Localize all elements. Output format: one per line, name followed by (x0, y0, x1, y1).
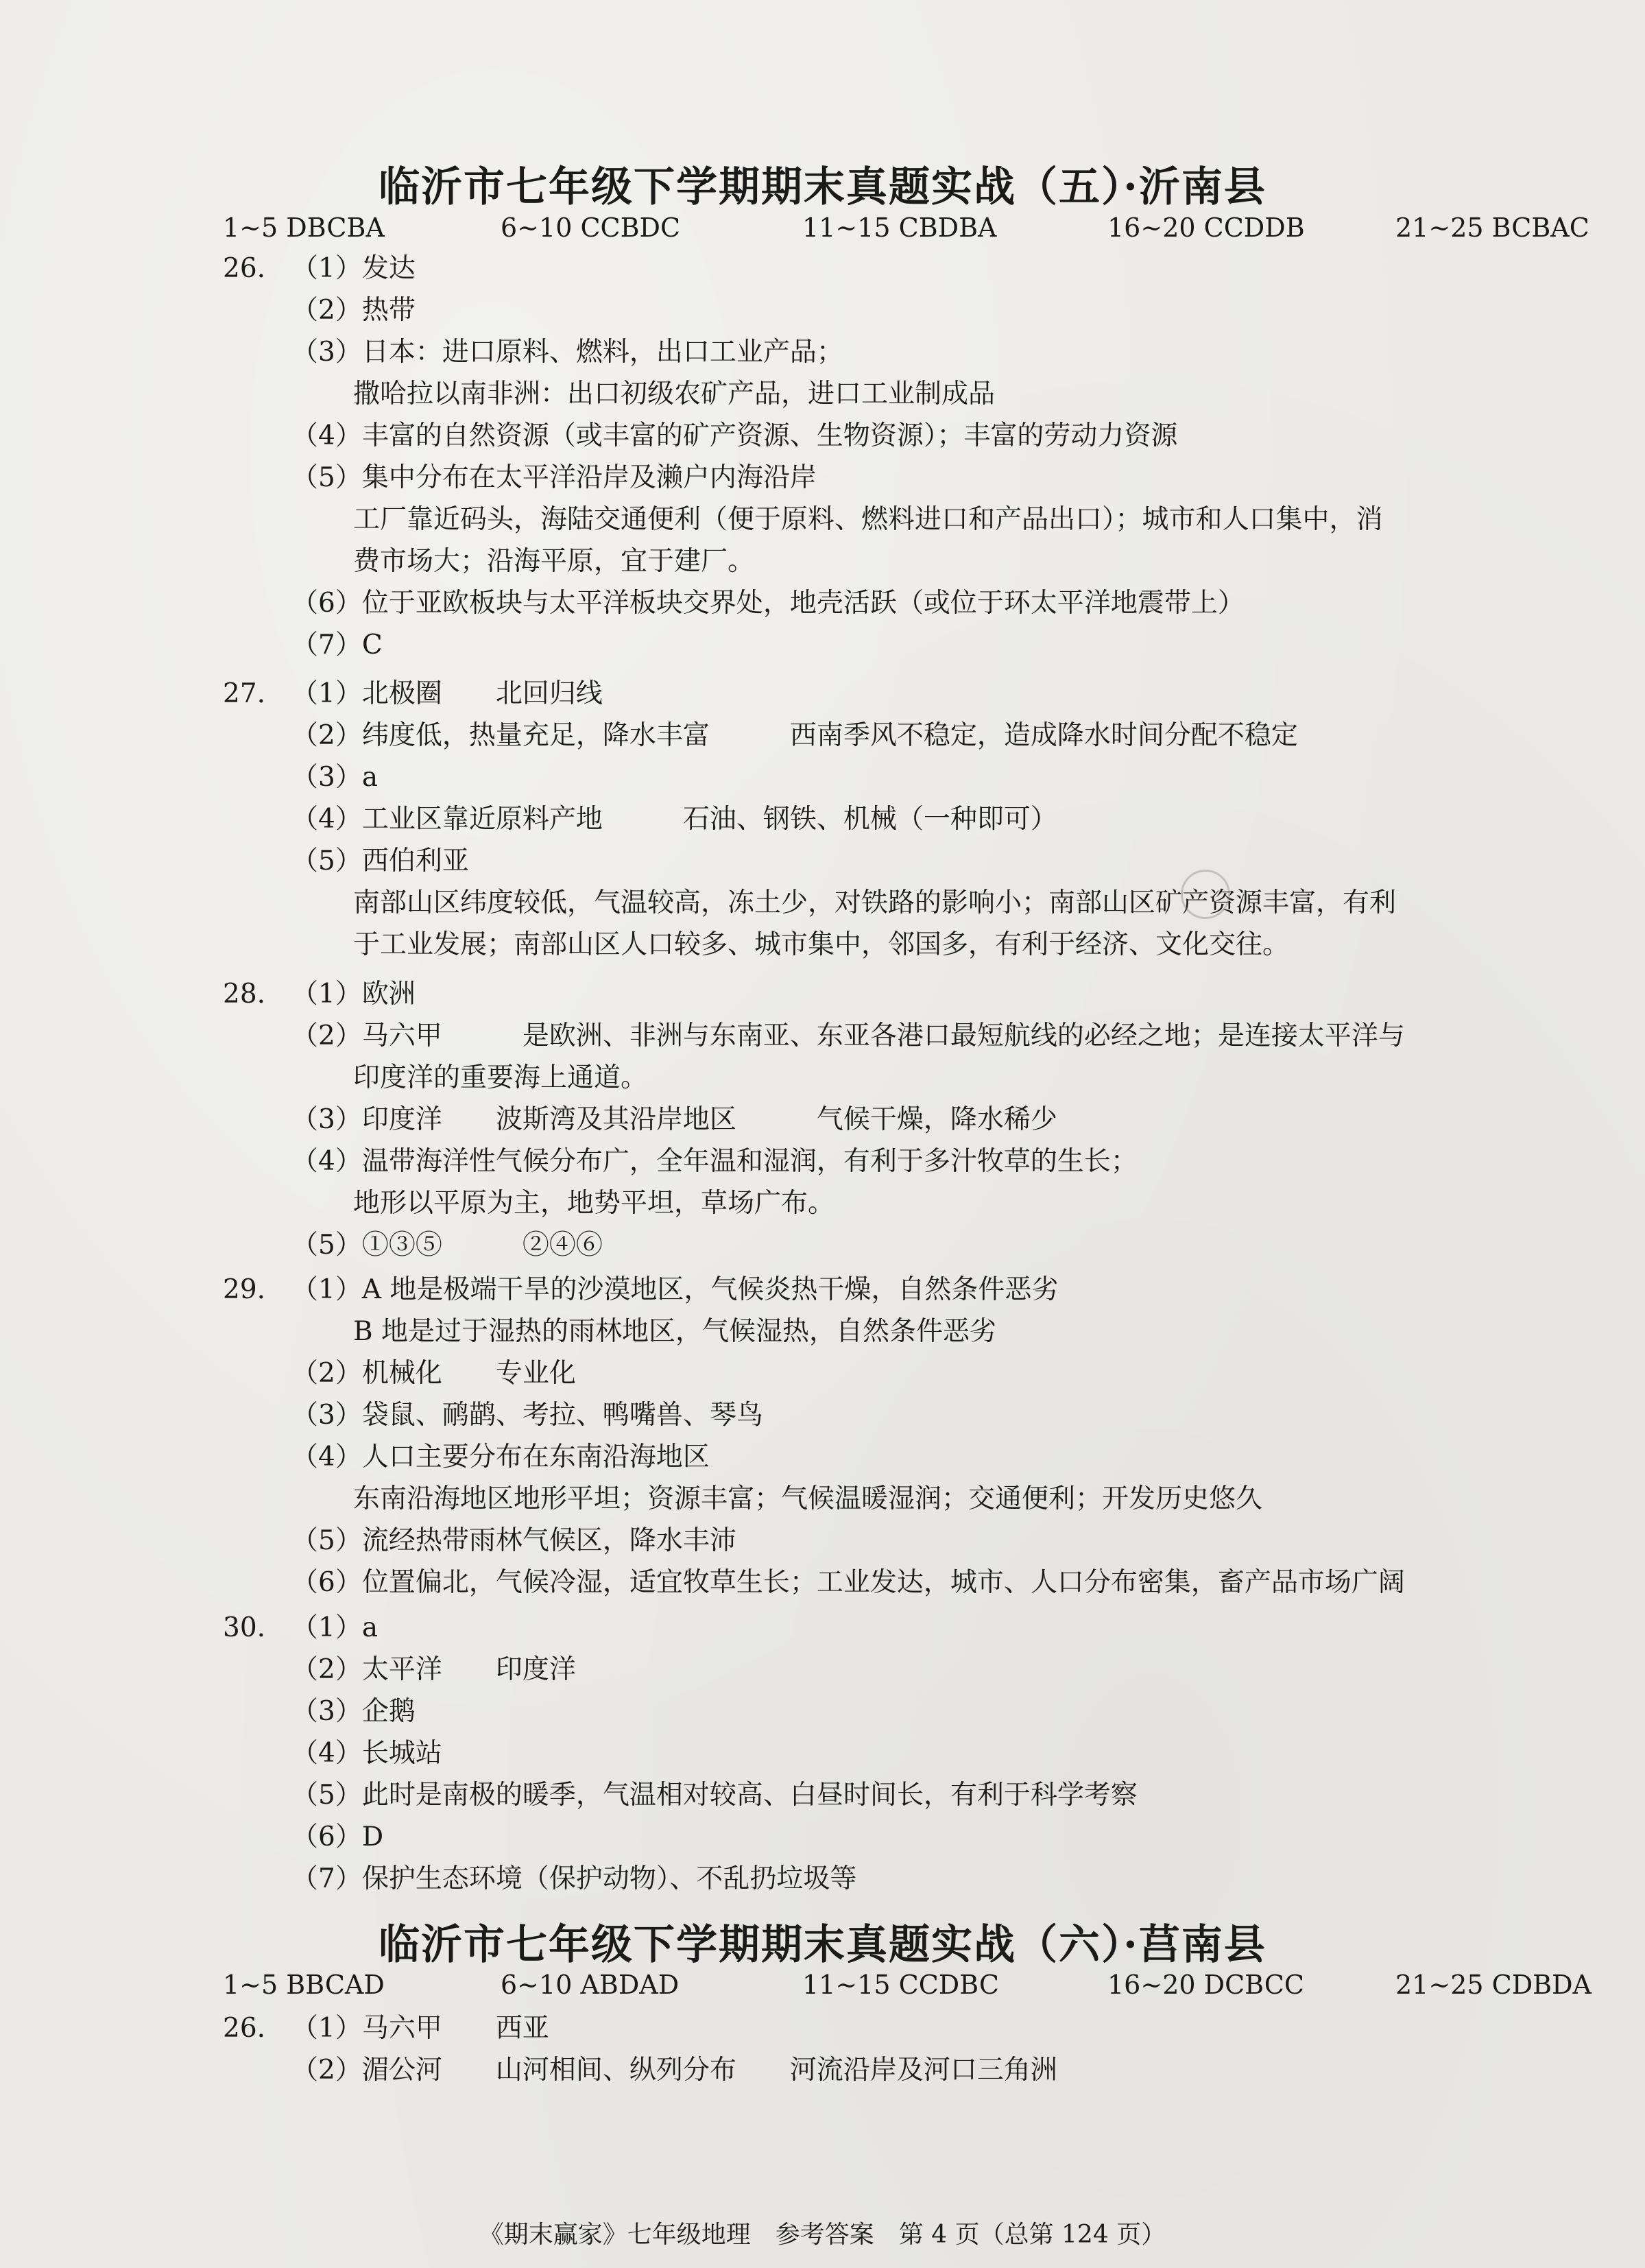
answer-line: （7）C (291, 630, 383, 660)
answer-line: （5）集中分布在太平洋沿岸及濑户内海沿岸 (291, 462, 817, 493)
answer-line: B 地是过于湿热的雨林地区，气候湿热，自然条件恶劣 (353, 1316, 997, 1347)
answer-line: （2）热带 (291, 295, 416, 326)
answer-line: （1）A 地是极端干旱的沙漠地区，气候炎热干燥，自然条件恶劣 (291, 1274, 1059, 1305)
answer-line: （5）①③⑤ ②④⑥ (291, 1230, 603, 1261)
answer-line: 费市场大；沿海平原，宜于建厂。 (353, 546, 755, 577)
answer-line: （4）人口主要分布在东南沿海地区 (291, 1442, 710, 1472)
answer-line: （6）位置偏北，气候冷湿，适宜牧草生长；工业发达，城市、人口分布密集，畜产品市场广阔 (291, 1567, 1405, 1598)
question-number: 30. (223, 1612, 266, 1643)
mc-answer-group: 1~5 DBCBA (223, 213, 385, 243)
ink-stamp (1181, 870, 1230, 919)
mc-answers-5 (223, 213, 1589, 254)
mc-answer-group: 11~15 CCDBC (802, 1970, 999, 2000)
answer-line: （6）D (291, 1822, 384, 1852)
answer-line: （1）北极圈 北回归线 (291, 678, 603, 709)
answer-line: （2）马六甲 是欧洲、非洲与东南亚、东亚各港口最短航线的必经之地；是连接太平洋与 (291, 1020, 1405, 1051)
answer-line: （2）机械化 专业化 (291, 1358, 576, 1389)
mc-answer-group: 21~25 BCBAC (1395, 213, 1589, 243)
answer-line: 工厂靠近码头，海陆交通便利（便于原料、燃料进口和产品出口）；城市和人口集中，消 (353, 504, 1383, 535)
answer-line: 印度洋的重要海上通道。 (353, 1062, 648, 1093)
question-number: 27. (223, 678, 266, 709)
answer-line: 于工业发展；南部山区人口较多、城市集中，邻国多，有利于经济、文化交往。 (353, 929, 1290, 960)
answer-line: （4）丰富的自然资源（或丰富的矿产资源、生物资源）；丰富的劳动力资源 (291, 420, 1178, 451)
answer-line: （2）太平洋 印度洋 (291, 1654, 576, 1685)
page-footer: 《期末赢家》七年级地理 参考答案 第 4 页（总第 124 页） (479, 2221, 1166, 2249)
answer-line: （3）印度洋 波斯湾及其沿岸地区 气候干燥，降水稀少 (291, 1104, 1057, 1135)
answer-line: （4）长城站 (291, 1738, 442, 1769)
answer-line: （2）湄公河 山河相间、纵列分布 河流沿岸及河口三角洲 (291, 2055, 1057, 2086)
answer-line: （1）发达 (291, 253, 416, 284)
question-number: 26. (223, 2013, 266, 2044)
answer-line: （4）工业区靠近原料产地 石油、钢铁、机械（一种即可） (291, 804, 1057, 835)
answer-line: （5）此时是南极的暖季，气温相对较高、白昼时间长，有利于科学考察 (291, 1780, 1138, 1811)
answer-line: 撒哈拉以南非洲：出口初级农矿产品，进口工业制成品 (353, 379, 996, 409)
answer-line: （3）a (291, 762, 379, 793)
question-number: 28. (223, 979, 266, 1010)
answer-line: （4）温带海洋性气候分布广，全年温和湿润，有利于多汁牧草的生长； (291, 1146, 1138, 1177)
mc-answers-6 (223, 1970, 1592, 2011)
mc-answer-group: 16~20 DCBCC (1107, 1970, 1304, 2000)
answer-line: （3）企鹅 (291, 1696, 416, 1727)
answer-line: 东南沿海地区地形平坦；资源丰富；气候温暖湿润；交通便利；开发历史悠久 (353, 1483, 1263, 1514)
section-title-5: 临沂市七年级下学期期末真题实战（五）·沂南县 (379, 163, 1266, 211)
question-number: 29. (223, 1274, 266, 1305)
answer-line: （3）日本：进口原料、燃料，出口工业产品； (291, 337, 843, 368)
answer-line: （1）欧洲 (291, 979, 416, 1010)
section-title-6: 临沂市七年级下学期期末真题实战（六）·莒南县 (379, 1921, 1266, 1969)
answer-line: （6）位于亚欧板块与太平洋板块交界处，地壳活跃（或位于环太平洋地震带上） (291, 588, 1245, 619)
answer-line: （1）马六甲 西亚 (291, 2013, 549, 2044)
answer-line: （5）西伯利亚 (291, 846, 469, 876)
mc-answer-group: 6~10 CCBDC (501, 213, 681, 243)
answer-line: 地形以平原为主，地势平坦，草场广布。 (353, 1188, 835, 1219)
answer-line: 南部山区纬度较低，气温较高，冻土少，对铁路的影响小；南部山区矿产资源丰富，有利 (353, 887, 1397, 918)
answer-line: （1）a (291, 1612, 379, 1643)
question-number: 26. (223, 253, 266, 284)
answer-line: （2）纬度低，热量充足，降水丰富 西南季风不稳定，造成降水时间分配不稳定 (291, 720, 1298, 751)
answer-line: （7）保护生态环境（保护动物）、不乱扔垃圾等 (291, 1863, 857, 1894)
mc-answer-group: 21~25 CDBDA (1395, 1970, 1592, 2000)
answer-line: （5）流经热带雨林气候区，降水丰沛 (291, 1525, 736, 1556)
mc-answer-group: 11~15 CBDBA (802, 213, 997, 243)
mc-answer-group: 1~5 BBCAD (223, 1970, 385, 2000)
mc-answer-group: 6~10 ABDAD (501, 1970, 680, 2000)
answer-line: （3）袋鼠、鸸鹋、考拉、鸭嘴兽、琴鸟 (291, 1400, 763, 1431)
mc-answer-group: 16~20 CCDDB (1107, 213, 1305, 243)
